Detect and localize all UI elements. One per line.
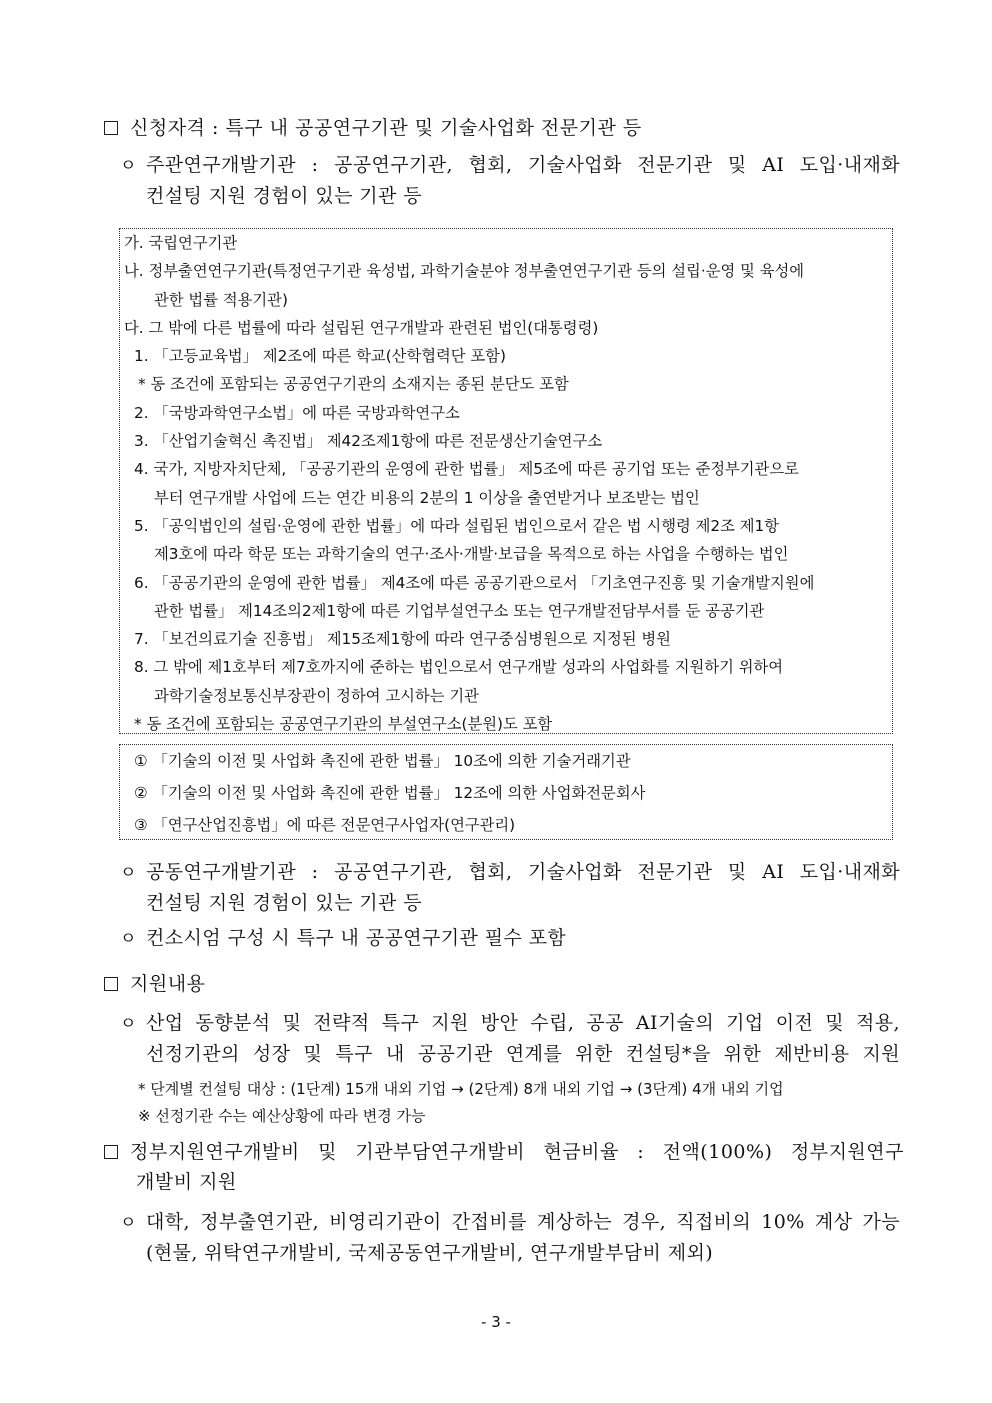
list-note: * 동 조건에 포함되는 공공연구기관의 소재지는 종된 분단도 포함 bbox=[138, 375, 569, 394]
checkbox-square-icon bbox=[104, 977, 118, 991]
bullet-text-line1: 공동연구개발기관 : 공공연구기관, 협회, 기술사업화 전문기관 및 AI 도입·내재화 bbox=[146, 861, 900, 883]
bullet-text-line1: 주관연구개발기관 : 공공연구기관, 협회, 기술사업화 전문기관 및 AI 도입·내재화 bbox=[146, 154, 900, 176]
list-item: 다. 그 밖에 다른 법률에 따라 설립된 연구개발과 관련된 법인(대통령령) bbox=[124, 318, 599, 337]
heading-text: 신청자격 : 특구 내 공공연구기관 및 기술사업화 전문기관 등 bbox=[130, 117, 642, 139]
footnote-selection-count: ※ 선정기관 수는 예산상황에 따라 변경 가능 bbox=[138, 1107, 426, 1125]
bullet-indirect-cost bbox=[120, 1207, 900, 1268]
checkbox-square-icon bbox=[104, 1145, 118, 1159]
list-item: ② 「기술의 이전 및 사업화 촉진에 관한 법률」 12조에 의한 사업화전문회사 bbox=[134, 784, 646, 802]
list-item: 가. 국립연구기관 bbox=[124, 234, 238, 252]
bullet-text-line2: 컨설팅 지원 경험이 있는 기관 등 bbox=[146, 892, 423, 914]
bullet-consortium bbox=[120, 923, 900, 954]
heading-text: 지원내용 bbox=[130, 973, 206, 995]
bullet-text-line1: 산업 동향분석 및 전략적 특구 지원 방안 수립, 공공 AI기술의 기업 이전 및 적용, bbox=[146, 1012, 900, 1034]
list-item: 8. 그 밖에 제1호부터 제7호까지에 준하는 법인으로서 연구개발 성과의 사업화를 지원하기 위하여 bbox=[134, 658, 784, 677]
bullet-marker: ㅇ bbox=[120, 156, 137, 176]
bullet-marker: ㅇ bbox=[120, 863, 137, 883]
section-heading-support bbox=[104, 969, 904, 999]
list-item: 5. 「공익법인의 설립·운영에 관한 법률」에 따라 설립된 법인으로서 같은 법 시행령 제2조 제1항 bbox=[134, 516, 780, 535]
heading-text-line2: 개발비 지원 bbox=[136, 1171, 237, 1193]
list-item: ③ 「연구산업진흥법」에 따른 전문연구사업자(연구관리) bbox=[134, 816, 516, 834]
section-heading-funding bbox=[104, 1137, 904, 1197]
institution-list-box bbox=[119, 228, 893, 734]
bullet-text-line2: 컨설팅 지원 경험이 있는 기관 등 bbox=[146, 185, 423, 207]
section-heading-eligibility bbox=[104, 113, 904, 143]
heading-text-line1: 정부지원연구개발비 및 기관부담연구개발비 현금비율 : 전액(100%) 정부지원연구 bbox=[130, 1141, 904, 1163]
list-item: 1. 「고등교육법」 제2조에 따른 학교(산학협력단 포함) bbox=[134, 347, 506, 366]
footnote-consulting-targets: * 단계별 컨설팅 대상 : (1단계) 15개 내외 기업 → (2단계) 8개 내외 기업 → (3단계) 4개 내외 기업 bbox=[138, 1080, 784, 1098]
bullet-lead-institution bbox=[120, 150, 900, 211]
list-item: 4. 국가, 지방자치단체, 「공공기관의 운영에 관한 법률」 제5조에 따른 공기업 또는 준정부기관으로 bbox=[134, 460, 799, 479]
list-item: 7. 「보건의료기술 진흥법」 제15조제1항에 따라 연구중심병원으로 지정된 병원 bbox=[134, 630, 671, 649]
list-item: 3. 「산업기술혁신 촉진법」 제42조제1항에 따른 전문생산기술연구소 bbox=[134, 432, 603, 451]
bullet-joint-institution bbox=[120, 857, 900, 918]
list-item: ① 「기술의 이전 및 사업화 촉진에 관한 법률」 10조에 의한 기술거래기관 bbox=[134, 752, 631, 770]
bullet-text-line1: 컨소시엄 구성 시 특구 내 공공연구기관 필수 포함 bbox=[146, 927, 567, 949]
bullet-marker: ㅇ bbox=[120, 929, 137, 949]
page-number: - 3 - bbox=[481, 1313, 511, 1331]
checkbox-square-icon bbox=[104, 121, 118, 135]
list-item: 관한 법률」 제14조의2제1항에 따른 기업부설연구소 또는 연구개발전담부서를 둔 공공기관 bbox=[154, 601, 765, 620]
list-item: 나. 정부출연연구기관(특정연구기관 육성법, 과학기술분야 정부출연연구기관 등의 설립·운영 및 육성에 bbox=[124, 262, 805, 281]
list-item: 관한 법률 적용기관) bbox=[154, 290, 288, 309]
bullet-text-line2: (현물, 위탁연구개발비, 국제공동연구개발비, 연구개발부담비 제외) bbox=[146, 1242, 714, 1264]
list-note: * 동 조건에 포함되는 공공연구기관의 부설연구소(분원)도 포함 bbox=[134, 715, 553, 734]
list-item: 과학기술정보통신부장관이 정하여 고시하는 기관 bbox=[154, 686, 479, 705]
list-item: 부터 연구개발 사업에 드는 연간 비용의 2분의 1 이상을 출연받거나 보조받는 법인 bbox=[154, 488, 700, 507]
bullet-support-content bbox=[120, 1008, 900, 1069]
bullet-text-line2: 선정기관의 성장 및 특구 내 공공기관 연계를 위한 컨설팅*을 위한 제반비용 지원 bbox=[146, 1043, 900, 1065]
list-item: 2. 「국방과학연구소법」에 따른 국방과학연구소 bbox=[134, 403, 460, 422]
list-item: 제3호에 따라 학문 또는 과학기술의 연구·조사·개발·보급을 목적으로 하는 사업을 수행하는 법인 bbox=[154, 545, 789, 564]
bullet-text-line1: 대학, 정부출연기관, 비영리기관이 간접비를 계상하는 경우, 직접비의 10% 계상 가능 bbox=[146, 1211, 900, 1233]
bullet-marker: ㅇ bbox=[120, 1213, 137, 1233]
bullet-marker: ㅇ bbox=[120, 1014, 137, 1034]
commercialization-list-box bbox=[119, 744, 893, 840]
list-item: 6. 「공공기관의 운영에 관한 법률」 제4조에 따른 공공기관으로서 「기초연구진흥 및 기술개발지원에 bbox=[134, 573, 815, 592]
